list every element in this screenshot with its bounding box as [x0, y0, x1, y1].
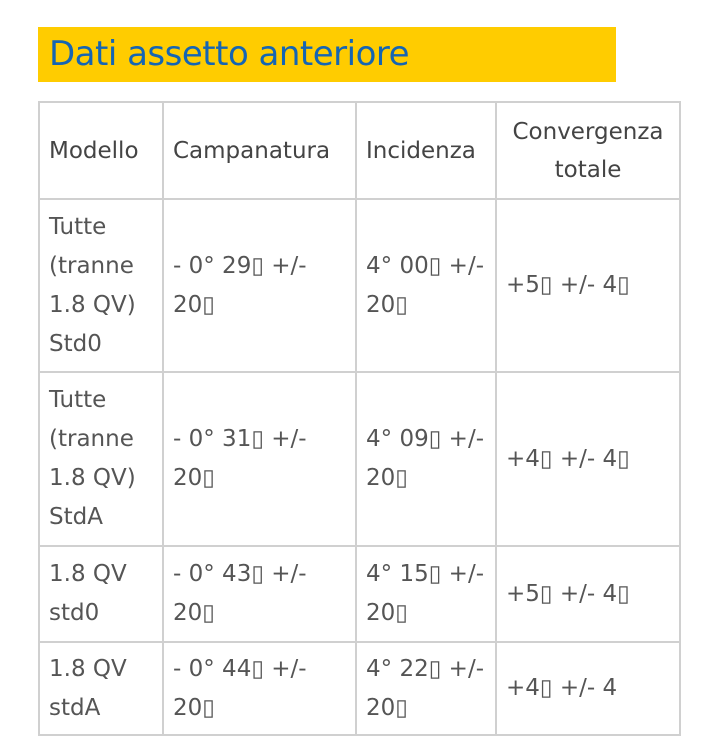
table-row [39, 199, 680, 372]
table-row [39, 372, 680, 546]
cell-campanatura: - 0° 43▯ +/- 20▯ [163, 546, 356, 642]
cell-incidenza: 4° 15▯ +/- 20▯ [356, 546, 496, 642]
table-row [39, 546, 680, 642]
cell-convergenza: +4▯ +/- 4▯ [496, 372, 680, 546]
cell-incidenza: 4° 00▯ +/- 20▯ [356, 199, 496, 372]
page-title: Dati assetto anteriore [49, 34, 410, 74]
cell-campanatura: - 0° 31▯ +/- 20▯ [163, 372, 356, 546]
header-modello: Modello [39, 102, 163, 199]
cell-modello: Tutte (tranne 1.8 QV) Std0 [39, 199, 163, 372]
cell-modello: 1.8 QV std0 [39, 546, 163, 642]
cell-convergenza: +4▯ +/- 4 [496, 642, 680, 735]
title-banner [38, 27, 616, 82]
cell-modello: 1.8 QV stdA [39, 642, 163, 735]
cell-convergenza: +5▯ +/- 4▯ [496, 546, 680, 642]
table-row [39, 642, 680, 735]
header-incidenza: Incidenza [356, 102, 496, 199]
cell-convergenza: +5▯ +/- 4▯ [496, 199, 680, 372]
cell-incidenza: 4° 09▯ +/- 20▯ [356, 372, 496, 546]
table-header-row [39, 102, 680, 199]
cell-campanatura: - 0° 44▯ +/- 20▯ [163, 642, 356, 735]
cell-incidenza: 4° 22▯ +/- 20▯ [356, 642, 496, 735]
cell-modello: Tutte (tranne 1.8 QV) StdA [39, 372, 163, 546]
header-convergenza: Convergenza totale [496, 102, 680, 199]
cell-campanatura: - 0° 29▯ +/- 20▯ [163, 199, 356, 372]
header-campanatura: Campanatura [163, 102, 356, 199]
alignment-table [38, 101, 681, 736]
